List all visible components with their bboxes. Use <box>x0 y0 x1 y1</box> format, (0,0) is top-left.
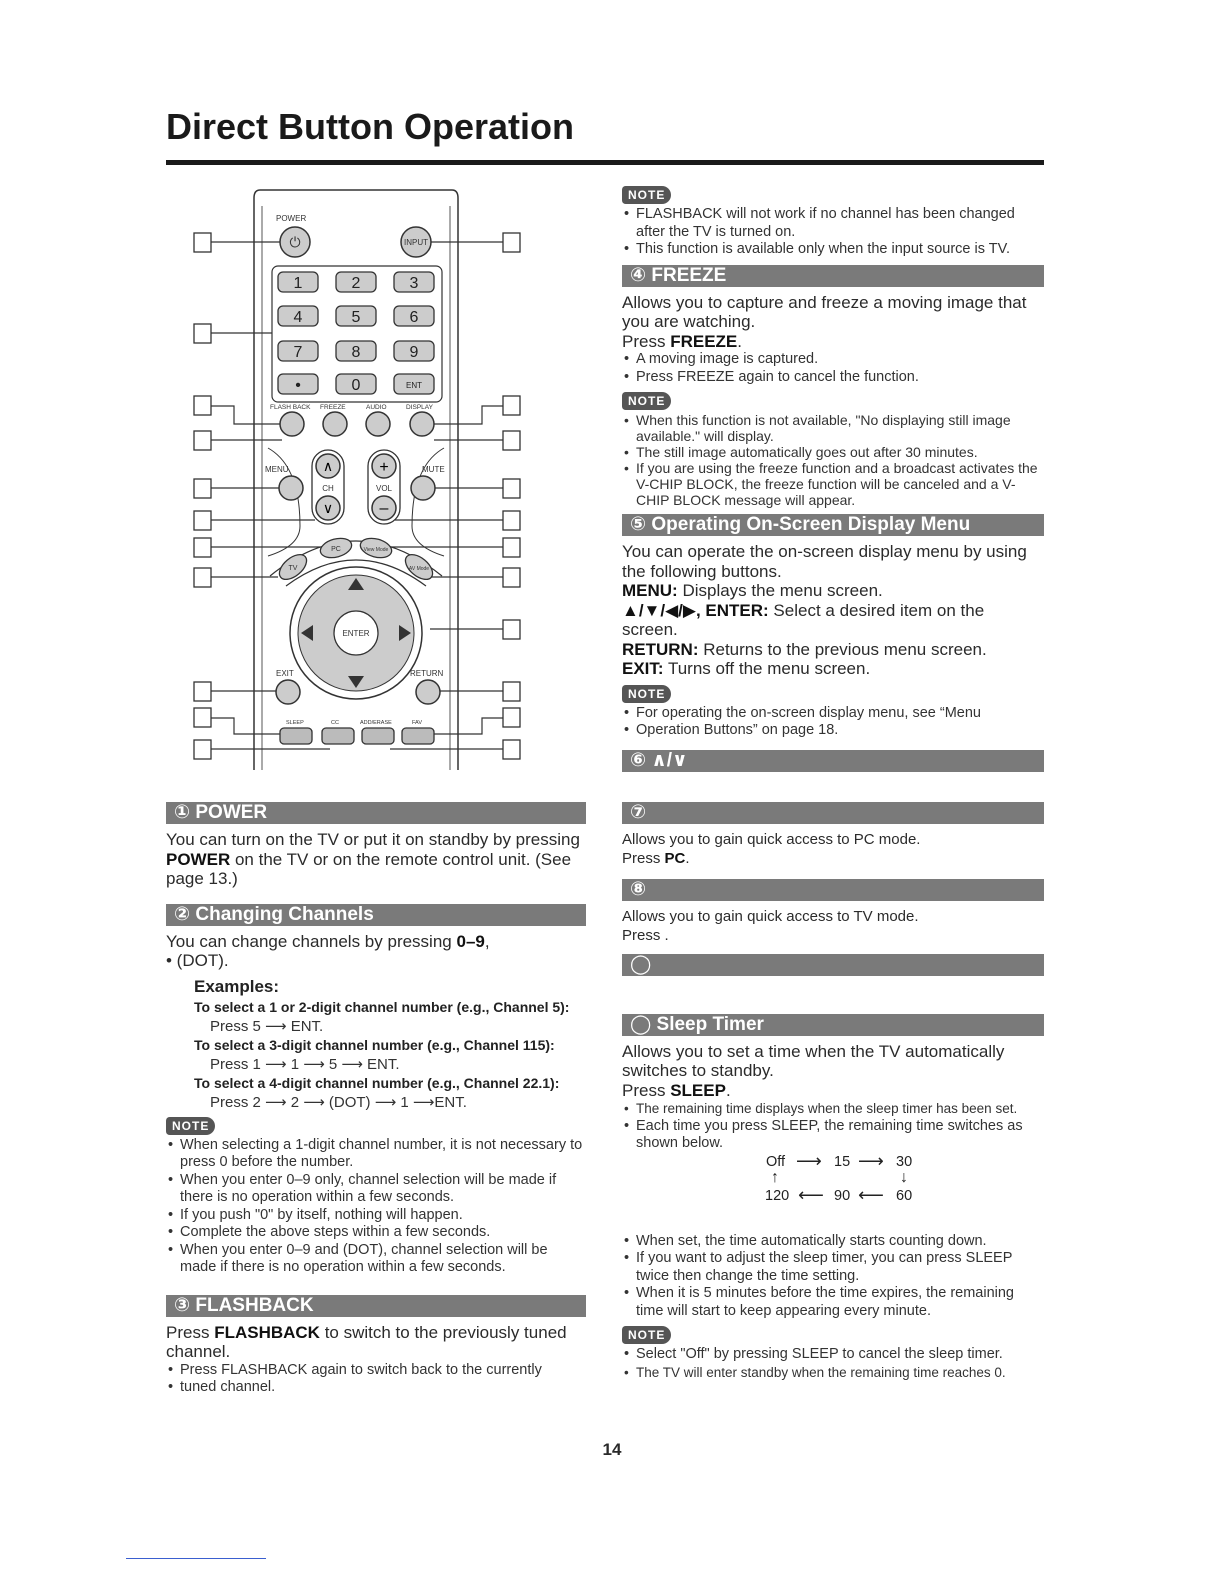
keypad-key-label: 4 <box>293 309 303 326</box>
keypad-key-label: 8 <box>351 344 361 361</box>
osd-menu: MENU: Displays the menu screen. <box>622 581 883 600</box>
arrow-down-icon: ↓ <box>900 1169 908 1186</box>
list-item: • FLASHBACK will not work if no channel has been changed after the TV is turned on. <box>622 206 1044 241</box>
cycle-15: 15 <box>834 1154 851 1170</box>
cycle-off: Off <box>766 1154 786 1170</box>
svg-text:MENU: MENU <box>265 465 289 474</box>
svg-text:SLEEP: SLEEP <box>286 720 304 726</box>
keypad-key-label: 6 <box>409 309 419 326</box>
svg-text:+: + <box>379 459 389 476</box>
osd-text: You can operate the on-screen display menu by using the following buttons. <box>622 542 1027 581</box>
sleep-text: Allows you to set a time when the TV automatically switches to standby. <box>622 1041 1005 1080</box>
osd-arrows: ▲/▼/◀/▶, ENTER: Select a desired item on the screen. <box>622 600 985 639</box>
keypad-key-label: 1 <box>293 275 303 292</box>
example-2-body: Press 1 ⟶ 1 ⟶ 5 ⟶ ENT. <box>210 1055 400 1073</box>
footer-link-line <box>126 1558 266 1559</box>
page-title: Direct Button Operation <box>166 106 575 147</box>
svg-text:INPUT: INPUT <box>404 238 428 247</box>
channels-text: You can change channels by pressing 0–9, • (DOT). <box>166 931 490 970</box>
flashback-button <box>280 412 304 436</box>
list-item: • If you push "0" by itself, nothing will happen. <box>166 1207 586 1225</box>
svg-text:CC: CC <box>331 720 339 726</box>
list-item: • If you are using the freeze function and a broadcast activates the V-CHIP BLOCK, the freeze function will be canceled and a V-CHIP BLOCK message will appear. <box>622 460 1044 508</box>
list-item: • When it is 5 minutes before the time expires, the remaining time will start to keep appearing every minute. <box>622 1285 1044 1320</box>
tv-press: Press . <box>622 927 669 944</box>
cycle-30: 30 <box>896 1154 913 1170</box>
svg-text:∧: ∧ <box>322 458 334 474</box>
keypad-key-label: 3 <box>409 275 419 292</box>
example-1-title: To select a 1 or 2-digit channel number (e.g., Channel 5): <box>194 998 570 1015</box>
list-item: • For operating the on-screen display menu, see “Menu <box>622 705 1044 723</box>
svg-text:PC: PC <box>331 546 341 553</box>
return-button <box>416 680 440 704</box>
page-number: 14 <box>602 1440 622 1459</box>
note-badge: NOTE <box>622 685 671 703</box>
svg-text:ENTER: ENTER <box>342 629 370 638</box>
arrow-left-icon: ⟵ <box>798 1185 824 1205</box>
svg-text:FREEZE: FREEZE <box>320 404 346 411</box>
svg-text:ADD/ERASE: ADD/ERASE <box>360 720 392 726</box>
arrow-up-icon: ↑ <box>771 1169 779 1186</box>
cycle-120: 120 <box>765 1188 790 1204</box>
note-badge: NOTE <box>622 1326 671 1344</box>
svg-text:⏻: ⏻ <box>289 234 301 250</box>
list-item: • When set, the time automatically starts counting down. <box>622 1233 1044 1251</box>
keypad-key-label: 7 <box>293 344 303 361</box>
list-item: • When selecting a 1-digit channel number, it is not necessary to press 0 before the number. <box>166 1137 586 1172</box>
list-item: • Each time you press SLEEP, the remaining time switches as shown below. <box>622 1118 1044 1153</box>
cycle-90: 90 <box>834 1188 851 1204</box>
svg-text:EXIT: EXIT <box>276 669 294 678</box>
power-label: POWER <box>276 214 307 223</box>
list-item: • When you enter 0–9 and (DOT), channel selection will be made if there is no operation within a few seconds. <box>166 1242 586 1277</box>
section-9-heading: ◯ <box>622 954 1044 976</box>
pc-press: Press PC. <box>622 850 690 867</box>
keypad-key-label: 5 <box>351 309 361 326</box>
svg-text:–: – <box>379 500 389 517</box>
example-2-title: To select a 3-digit channel number (e.g., Channel 115): <box>194 1036 555 1053</box>
list-item: • Select "Off" by pressing SLEEP to cancel the sleep timer. <box>622 1346 1044 1364</box>
list-item: • tuned channel. <box>166 1379 586 1397</box>
osd-return: RETURN: Returns to the previous menu screen. <box>622 639 987 659</box>
note-badge: NOTE <box>622 392 671 410</box>
svg-text:MUTE: MUTE <box>422 465 445 474</box>
svg-text:FLASH BACK: FLASH BACK <box>270 404 311 411</box>
title-rule <box>166 160 1044 165</box>
list-item: • The remaining time displays when the sleep timer has been set. <box>622 1100 1044 1118</box>
display-button <box>410 412 434 436</box>
exit-button <box>276 680 300 704</box>
svg-text:AV Mode: AV Mode <box>408 566 430 572</box>
example-3-body: Press 2 ⟶ 2 ⟶ (DOT) ⟶ 1 ⟶ENT. <box>210 1093 467 1111</box>
list-item: • A moving image is captured. <box>622 351 1044 369</box>
list-item: • If you want to adjust the sleep timer, you can press SLEEP twice then change the time setting. <box>622 1250 1044 1285</box>
freeze-press: Press FREEZE. <box>622 331 742 351</box>
section-flashback-heading: ③ FLASHBACK <box>166 1295 586 1317</box>
mute-button <box>411 476 435 500</box>
list-item: • The TV will enter standby when the remaining time reaches 0. <box>622 1364 1044 1382</box>
keypad-key-label: 9 <box>409 344 419 361</box>
menu-button <box>279 476 303 500</box>
note-badge: NOTE <box>166 1117 215 1135</box>
sleep-press: Press SLEEP. <box>622 1080 731 1100</box>
example-1-body: Press 5 ⟶ ENT. <box>210 1017 324 1035</box>
section-freeze-heading: ④ FREEZE <box>622 265 1044 287</box>
arrow-right-icon: ⟶ <box>796 1151 822 1171</box>
svg-text:AUDIO: AUDIO <box>366 404 387 411</box>
svg-text:RETURN: RETURN <box>410 669 444 678</box>
svg-text:DISPLAY: DISPLAY <box>406 404 433 411</box>
list-item: • Press FREEZE again to cancel the function. <box>622 369 1044 387</box>
example-3-title: To select a 4-digit channel number (e.g., Channel 22.1): <box>194 1074 560 1091</box>
list-item: • Press FLASHBACK again to switch back to the currently <box>166 1362 586 1380</box>
remote-control-illustration <box>190 186 530 770</box>
svg-text:CH: CH <box>322 484 334 493</box>
svg-text:∨: ∨ <box>322 500 334 516</box>
section-channels-heading: ② Changing Channels <box>166 904 586 926</box>
freeze-text: Allows you to capture and freeze a moving image that you are watching. <box>622 292 1027 331</box>
svg-text:VOL: VOL <box>375 484 393 493</box>
list-item: • Operation Buttons” on page 18. <box>622 722 1044 740</box>
flashback-text: Press FLASHBACK to switch to the previously tuned channel. <box>166 1322 567 1361</box>
svg-text:View Mode: View Mode <box>363 547 389 553</box>
svg-text:TV: TV <box>288 565 298 572</box>
arrow-right-icon: ⟶ <box>858 1151 884 1171</box>
section-power-heading: ① POWER <box>166 802 586 824</box>
keypad-key-label: 2 <box>351 275 361 292</box>
section-7-heading: ⑦ <box>622 802 1044 824</box>
keypad-key-label: 0 <box>351 377 361 394</box>
note-badge: NOTE <box>622 186 671 204</box>
sleep-cycle-diagram <box>760 1150 930 1210</box>
list-item: • Complete the above steps within a few seconds. <box>166 1224 586 1242</box>
freeze-button <box>323 412 347 436</box>
list-item: • When this function is not available, "No displaying still image available." will display. <box>622 412 1044 444</box>
examples-heading: Examples: <box>194 976 280 996</box>
section-sleep-heading: ◯ Sleep Timer <box>622 1014 1044 1036</box>
power-text: You can turn on the TV or put it on standby by pressing POWER on the TV or on the remote control unit. (See page 13.) <box>166 830 580 888</box>
cycle-60: 60 <box>896 1188 913 1204</box>
left-column <box>166 802 586 1397</box>
osd-exit: EXIT: Turns off the menu screen. <box>622 659 871 678</box>
section-6-heading: ⑥ ∧/∨ <box>622 750 1044 772</box>
arrow-left-icon: ⟵ <box>858 1185 884 1205</box>
section-8-heading: ⑧ <box>622 879 1044 901</box>
tv-text: Allows you to gain quick access to TV mode. <box>622 907 919 925</box>
number-pad <box>278 272 434 394</box>
list-item: • This function is available only when the input source is TV. <box>622 241 1044 259</box>
audio-button <box>366 412 390 436</box>
list-item: • When you enter 0–9 only, channel selection will be made if there is no operation within a few seconds. <box>166 1172 586 1207</box>
svg-text:FAV: FAV <box>412 720 422 726</box>
section-osd-heading: ⑤ Operating On-Screen Display Menu <box>622 514 1044 536</box>
keypad-key-label: ENT <box>406 381 422 390</box>
list-item: • The still image automatically goes out after 30 minutes. <box>622 444 1044 460</box>
keypad-key-label: • <box>295 377 301 394</box>
pc-text: Allows you to gain quick access to PC mode. <box>622 830 921 848</box>
